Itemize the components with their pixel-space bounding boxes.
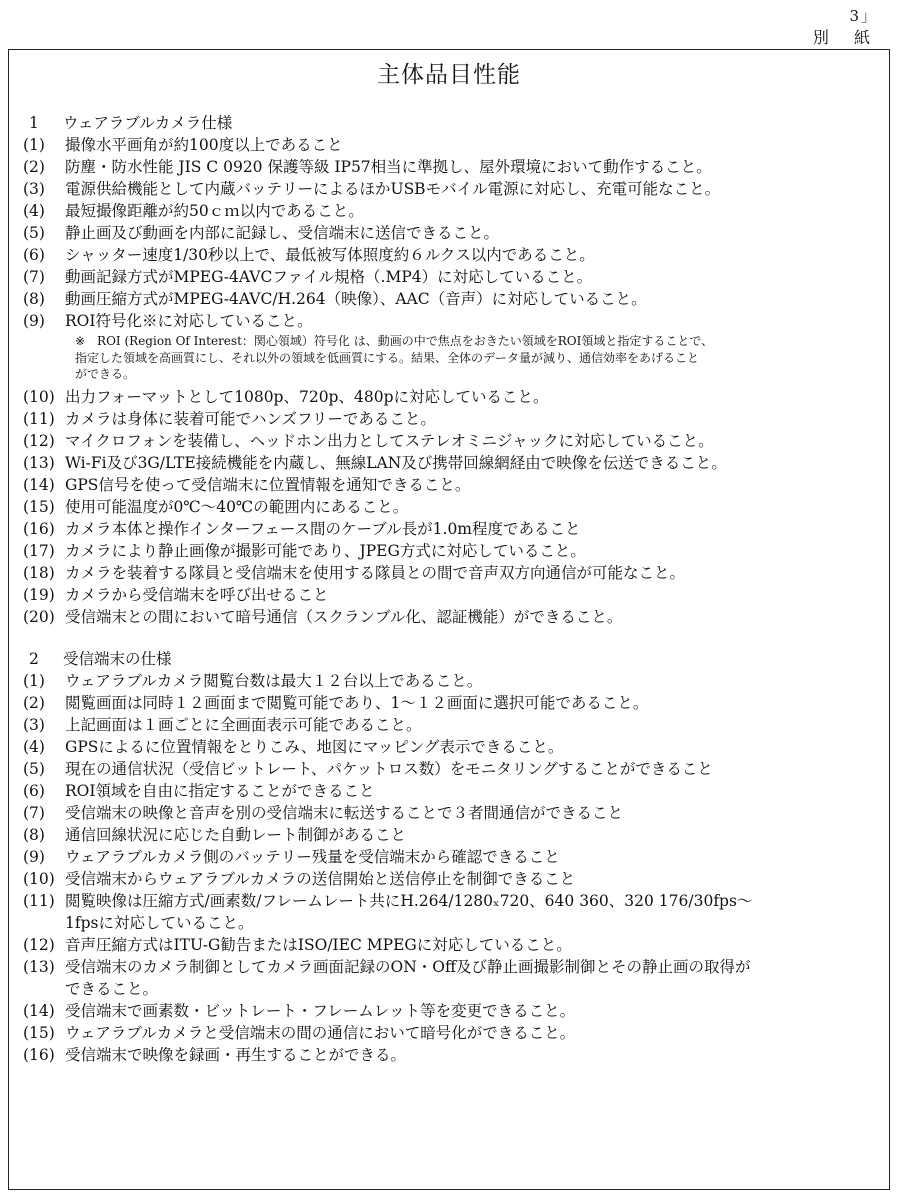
- spec-item-text: 動画記録方式がMPEG-4AVCファイル規格（.MP4）に対応していること。: [65, 268, 593, 286]
- spec-item-number: (15): [23, 1023, 55, 1042]
- spec-item: [23, 606, 879, 628]
- spec-item-text: ROI符号化※に対応していること。: [65, 312, 313, 330]
- spec-item-text: 上記画面は１画ごとに全画面表示可能であること。: [65, 715, 422, 734]
- spec-item-text: マイクロフォンを装備し、ヘッドホン出力としてステレオミニジャックに対応していること。: [65, 431, 714, 450]
- spec-item: [23, 802, 879, 824]
- spec-item: [23, 518, 879, 540]
- spec-item: [23, 890, 879, 934]
- spec-item: [23, 736, 879, 758]
- spec-item: [23, 1000, 879, 1022]
- spec-item-text: 受信端末で画素数・ビットレート・フレームレット等を変更できること。: [65, 1001, 576, 1020]
- spec-item-number: (16): [23, 519, 55, 538]
- attachment-label: 別 紙: [812, 28, 880, 47]
- spec-item: [23, 562, 879, 584]
- spec-item-text: 受信端末との間において暗号通信（スクランブル化、認証機能）ができること。: [65, 607, 623, 626]
- spec-item-text: 受信端末の映像と音声を別の受信端末に転送することで３者間通信ができること: [65, 803, 624, 822]
- spec-item-text: カメラにより静止画像が撮影可能であり、JPEG方式に対応していること。: [65, 541, 586, 560]
- spec-item-number: (2): [23, 158, 45, 176]
- spec-item-number: (3): [23, 715, 45, 734]
- spec-item-text: 撮像水平画角が約100度以上であること: [65, 136, 343, 154]
- spec-item-text: ウェアラブルカメラ閲覧台数は最大１２台以上であること。: [65, 671, 483, 690]
- spec-item-text: 静止画及び動画を内部に記録し、受信端末に送信できること。: [65, 224, 500, 242]
- spec-item-number: (13): [23, 957, 55, 976]
- spec-item-text: 音声圧縮方式はITU-G勧告またはISO/IEC MPEGに対応していること。: [65, 935, 572, 954]
- spec-item: [23, 1022, 879, 1044]
- spec-item-text: 電源供給機能として内蔵バッテリーによるほかUSBモバイル電源に対応し、充電可能なこと。: [65, 180, 721, 198]
- spec-item-number: (9): [23, 847, 45, 866]
- spec-item-number: (20): [23, 607, 55, 626]
- section-2-list: [23, 670, 879, 1066]
- spec-item-number: (8): [23, 825, 45, 844]
- spec-item: [23, 430, 879, 452]
- section-1-title: ウェアラブルカメラ仕様: [63, 114, 233, 132]
- document-frame: [8, 49, 890, 1190]
- spec-item-text: ウェアラブルカメラ側のバッテリー残量を受信端末から確認できること: [65, 847, 560, 866]
- spec-item-number: (10): [23, 869, 55, 888]
- spec-item: [23, 178, 879, 200]
- spec-item-text: カメラから受信端末を呼び出せること: [65, 585, 329, 604]
- spec-item-number: (1): [23, 671, 45, 690]
- spec-item: [23, 868, 879, 890]
- spec-item-number: (6): [23, 781, 45, 800]
- spec-item: [23, 1044, 879, 1066]
- page-reference: 3」: [849, 7, 878, 25]
- spec-item: [23, 386, 879, 408]
- spec-item: [23, 956, 879, 1000]
- spec-item-text: ROI領域を自由に指定することができること: [65, 781, 375, 800]
- spec-item-number: (15): [23, 497, 55, 516]
- spec-item-number: (5): [23, 224, 45, 242]
- spec-item: [23, 758, 879, 780]
- spec-item-number: (3): [23, 180, 45, 198]
- section-1-heading: [23, 112, 879, 134]
- spec-item-number: (12): [23, 431, 55, 450]
- spec-item-number: (14): [23, 1001, 55, 1020]
- spec-item-number: (4): [23, 202, 45, 220]
- spec-item-number: (7): [23, 803, 45, 822]
- spec-item-text: 通信回線状況に応じた自動レート制御があること: [65, 825, 407, 844]
- spec-item: [23, 670, 879, 692]
- section-2-heading: [23, 648, 879, 670]
- spec-item: [23, 408, 879, 430]
- spec-item-text: カメラを装着する隊員と受信端末を使用する隊員との間で音声双方向通信が可能なこと。: [65, 563, 686, 582]
- spec-item: [23, 474, 879, 496]
- spec-item-text: カメラ本体と操作インターフェース間のケーブル長が1.0m程度であること: [65, 519, 581, 538]
- spec-item-number: (18): [23, 563, 55, 582]
- spec-item-number: (9): [23, 312, 45, 330]
- spec-item: [23, 824, 879, 846]
- spec-item: [23, 134, 879, 156]
- spec-item: [23, 496, 879, 518]
- spec-item-text: 受信端末からウェアラブルカメラの送信開始と送信停止を制御できること: [65, 869, 576, 888]
- spec-item: [23, 200, 879, 222]
- document-body: [23, 112, 879, 1066]
- spec-item-number: (2): [23, 693, 45, 712]
- spec-item-number: (14): [23, 475, 55, 494]
- spec-item-text: 閲覧映像は圧縮方式/画素数/フレームレート共にH.264/1280ₓ720、640 360、320 176/30fps～ 1fpsに対応していること。: [65, 891, 753, 932]
- roi-footnote: ※ ROI (Region Of Interest：関心領域）符号化 は、動画の中で焦点をおきたい領域をROI領域と指定することで、 指定した領域を高画質にし、それ以外の領域を低画質にする。結果、全体のデータ量が減り、通信効率をあげること ができる。: [75, 334, 714, 381]
- spec-item-number: (13): [23, 453, 55, 472]
- spec-item-text: 受信端末のカメラ制御としてカメラ画面記録のON・Off及び静止画撮影制御とその静止画の取得が できること。: [65, 957, 751, 998]
- spec-item-text: 最短撮像距離が約50ｃｍ以内であること。: [65, 202, 364, 220]
- spec-item-number: (17): [23, 541, 55, 560]
- spec-item: [23, 780, 879, 802]
- spec-item: [23, 310, 879, 332]
- spec-item: [23, 540, 879, 562]
- spec-item: [23, 934, 879, 956]
- spec-item: [23, 714, 879, 736]
- spec-item-text: ウェアラブルカメラと受信端末の間の通信において暗号化ができること。: [65, 1023, 576, 1042]
- spec-item-text: GPS信号を使って受信端末に位置情報を通知できること。: [65, 475, 471, 494]
- spec-item: [23, 244, 879, 266]
- spec-item-text: 閲覧画面は同時１２画面まで閲覧可能であり、1～１２画面に選択可能であること。: [65, 693, 649, 712]
- spec-item-text: 受信端末で映像を録画・再生することができる。: [65, 1045, 407, 1064]
- spec-item-text: 出力フォーマットとして1080p、720p、480pに対応していること。: [65, 387, 549, 406]
- spec-item: [23, 452, 879, 474]
- spec-item-number: (16): [23, 1045, 55, 1064]
- spec-item-text: 使用可能温度が0℃～40℃の範囲内にあること。: [65, 497, 409, 516]
- spec-item: [23, 692, 879, 714]
- section-1-list: [23, 134, 879, 628]
- spec-item-number: (1): [23, 136, 45, 154]
- spec-item-number: (4): [23, 737, 45, 756]
- spec-item-number: (8): [23, 290, 45, 308]
- spec-item-number: (5): [23, 759, 45, 778]
- spec-item-text: 防塵・防水性能 JIS C 0920 保護等級 IP57相当に準拠し、屋外環境において動作すること。: [65, 158, 712, 176]
- spec-item: [23, 222, 879, 244]
- spec-item-number: (6): [23, 246, 45, 264]
- spec-item-text: GPSによるに位置情報をとりこみ、地図にマッピング表示できること。: [65, 737, 564, 756]
- spec-item: [23, 266, 879, 288]
- spec-item-number: (11): [23, 409, 55, 428]
- spec-item-number: (10): [23, 387, 55, 406]
- document-title: 主体品目性能: [377, 62, 521, 88]
- spec-item: [23, 584, 879, 606]
- section-2-number: 2: [29, 649, 39, 668]
- spec-item: [23, 288, 879, 310]
- spec-item-number: (11): [23, 891, 55, 910]
- spec-item-text: 現在の通信状況（受信ビットレート、パケットロス数）をモニタリングすることができること: [65, 759, 713, 778]
- section-1-number: 1: [29, 114, 39, 132]
- spec-item-text: 動画圧縮方式がMPEG-4AVC/H.264（映像）、AAC（音声）に対応していること。: [65, 290, 647, 308]
- spec-item-number: (12): [23, 935, 55, 954]
- spec-item: [23, 156, 879, 178]
- spec-item: [23, 846, 879, 868]
- spec-item-text: カメラは身体に装着可能でハンズフリーであること。: [65, 409, 436, 428]
- spec-item-text: シャッター速度1/30秒以上で、最低被写体照度約６ルクス以内であること。: [65, 246, 595, 264]
- spec-item-number: (7): [23, 268, 45, 286]
- spec-item-number: (19): [23, 585, 55, 604]
- spec-item-text: Wi-Fi及び3G/LTE接続機能を内蔵し、無線LAN及び携帯回線網経由で映像を伝送できること。: [65, 453, 727, 472]
- section-2-title: 受信端末の仕様: [63, 649, 172, 668]
